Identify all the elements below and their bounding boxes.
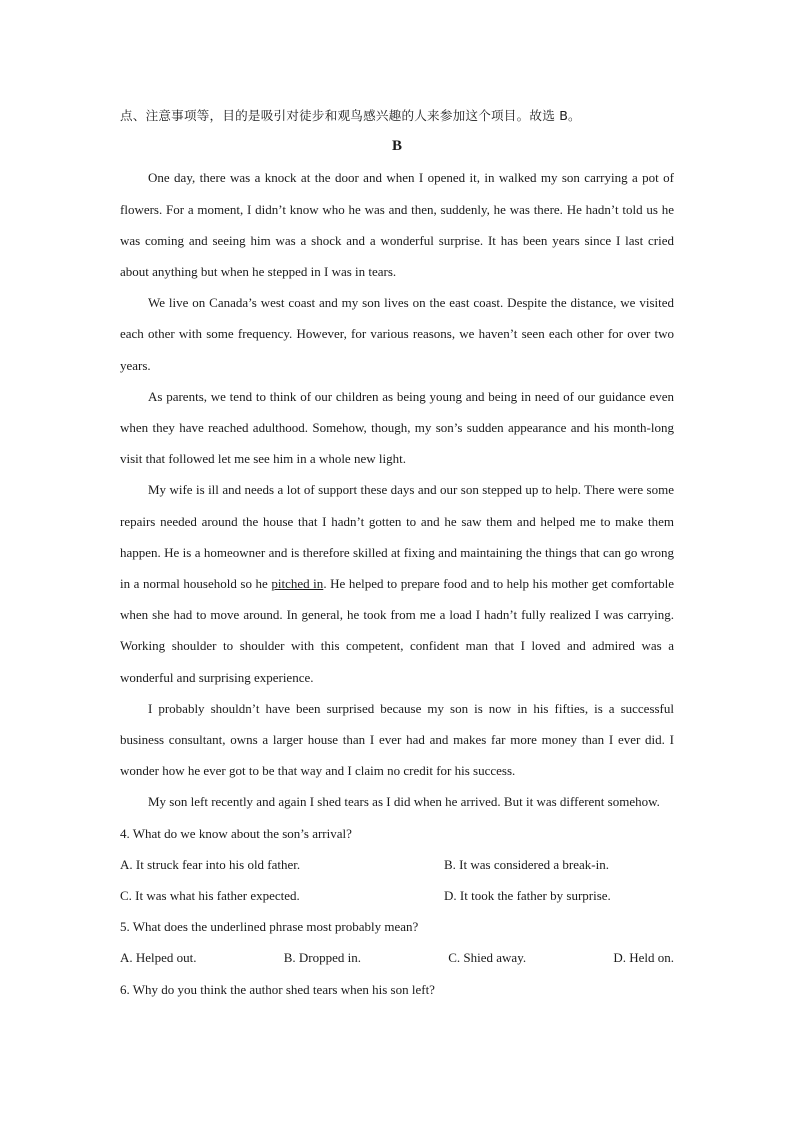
question-4-option-b: B. It was considered a break-in. [444,856,609,872]
question-6-stem: 6. Why do you think the author shed tears when his son left? [120,981,435,997]
passage-paragraph-5: I probably shouldn’t have been surprised because my son is now in his fifties, is a successful business consultant, owns a larger house than I ever had and makes far more money than I ever did. I wonder how he ever got to be that way and I claim no credit for his success. [120,700,674,779]
question-4-option-a: A. It struck fear into his old father. [120,856,301,872]
question-5-option-d: D. Held on. [613,950,674,966]
question-5-option-b: B. Dropped in. [283,950,362,966]
question-5-option-c: C. Shied away. [448,950,527,966]
question-4-stem: 4. What do we know about the son’s arrival? [120,825,352,841]
question-5-option-a: A. Helped out. [120,950,197,966]
passage-paragraph-2: We live on Canada’s west coast and my son lives on the east coast. Despite the distance, we visited each other with some frequency. However, for various reasons, we haven’t seen each other for over two years. [120,295,674,373]
paragraph-text: My wife is ill and needs a lot of support these days and our son stepped up to help. There were some repairs needed around the house that I hadn’t gotten to and he saw them and helped me to make them happen. He is a homeowner and is therefore skilled at fixing and maintaining the things that can go wrong in a normal household so he [120,482,674,592]
section-heading: B [391,138,402,155]
passage-paragraph-3: As parents, we tend to think of our children as being young and being in need of our guidance even when they have reached adulthood. Somehow, though, my son’s sudden appearance and his month-long visit that followed let me see him in a whole new light. [120,388,674,467]
passage-paragraph-1: One day, there was a knock at the door and when I opened it, in walked my son carrying a pot of flowers. For a moment, I didn’t know who he was and then, suddenly, he was there. He hadn’t told us he was coming and seeing him was a shock and a wonderful surprise. It has been years since I last cried about anything but when he stepped in I was in tears. [120,170,674,280]
document-content [120,100,674,1005]
paragraph-text: . He helped to prepare food and to help his mother get comfortable when she had to move around. In general, he took from me a load I hadn’t fully realized I was carrying. Working shoulder to shoulder with this competent, confident man that I loved and admired was a wonderful and surprising experience. [120,576,674,685]
question-5-options [120,942,674,973]
passage-paragraph-6: My son left recently and again I shed tears as I did when he arrived. But it was different somehow. [148,794,660,810]
question-5-stem: 5. What does the underlined phrase most probably mean? [120,919,419,935]
question-4-option-c: C. It was what his father expected. [120,888,300,904]
question-4-option-d: D. It took the father by surprise. [444,888,611,904]
previous-answer-explanation: 点、注意事项等，目的是吸引对徒步和观鸟感兴趣的人来参加这个项目。故选 B。 [120,108,581,123]
question-4-options-row-2 [120,880,674,911]
passage-paragraph-4 [120,474,674,692]
underlined-phrase: pitched in [271,576,324,592]
question-4-options-row-1 [120,849,674,880]
